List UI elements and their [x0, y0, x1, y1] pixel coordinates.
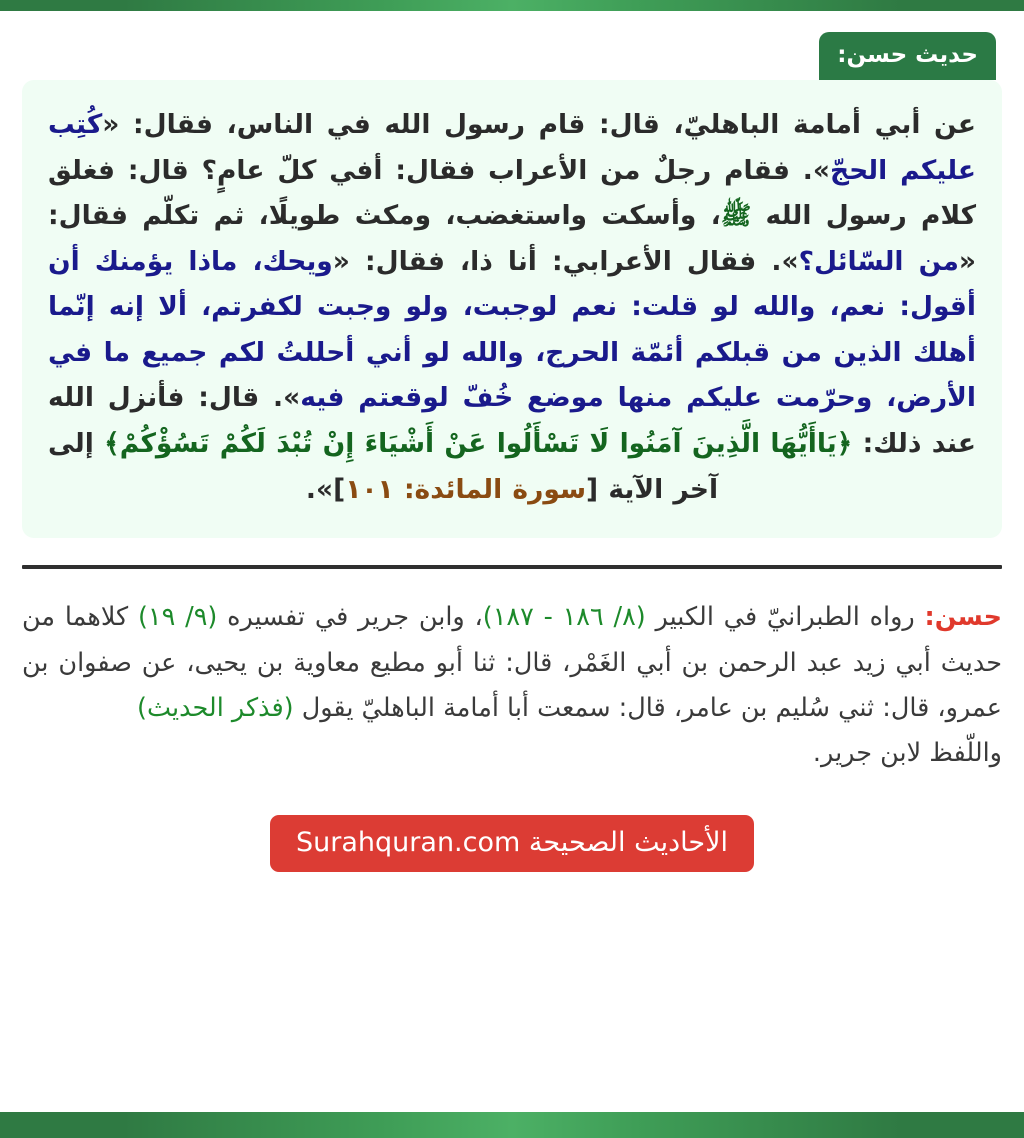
hadith-narration-text: عن أبي أمامة الباهليّ، قال: قام رسول الله في الناس، فقال: «كُتِب عليكم الحجّ». فقام رجلٌ من الأعراب فقال: أفي كلّ عامٍ؟ قال: فغلق كلام رسول الله ﷺ، وأسكت واستغضب، ومكث طويلًا، ثم تكلّم فقال: «من السّائل؟». فقال الأعرابي: أنا ذا، فقال: «ويحك، ماذا يؤمنك أن أقول: نعم، والله لو قلت: نعم لوجبت، ولو وجبت لكفرتم، ألا إنه إنّما أهلك الذين من قبلكم أئمّة الحرج، والله لو أني أحللتُ لكم جميع ما في الأرض، وحرّمت عليكم منها موضع خُفّ لوقعتم فيه». قال: فأنزل الله عند ذلك: ﴿يَاأَيُّهَا الَّذِينَ آمَنُوا لَا تَسْأَلُوا عَنْ أَشْيَاءَ إِنْ تُبْدَ لَكُمْ تَسُؤْكُمْ﴾ إلى آخر الآية [سورة المائدة: ١٠١]».: [48, 109, 977, 505]
hadith-run-salla-3: ﷺ: [720, 201, 752, 231]
hadith-run-blue-7: ويحك، ماذا يؤمنك أن أقول: نعم، والله لو قلت: نعم لوجبت، ولو وجبت لكفرتم، ألا إنه إنّما أهلك الذين من قبلكم أئمّة الحرج، والله لو أني أحللتُ لكم جميع ما في الأرض، وحرّمت عليكم منها موضع خُفّ لوقعتم فيه: [48, 245, 976, 414]
hadith-run-surah-11: سورة المائدة: ١٠١: [345, 473, 587, 505]
site-banner[interactable]: الأحاديث الصحيحة Surahquran.com: [270, 815, 754, 872]
takhreej-run-ref-4: (٩/ ١٩): [137, 602, 218, 633]
site-banner-row: [22, 815, 1002, 872]
bottom-decorative-bar: [0, 1112, 1024, 1138]
hadith-run-ayah-9: ﴿يَاأَيُّهَا الَّذِينَ آمَنُوا لَا تَسْأَلُوا عَنْ أَشْيَاءَ إِنْ تُبْدَ لَكُمْ تَسُؤْكُمْ﴾: [104, 428, 853, 460]
top-decorative-bar: [0, 0, 1024, 11]
hadith-run-blue-5: من السّائل؟: [798, 245, 959, 277]
takhreej-run-ref-2: (٨/ ١٨٦ - ١٨٧): [482, 602, 646, 633]
hadith-source-attribution: حسن: رواه الطبرانيّ في الكبير (٨/ ١٨٦ - ١٨٧)، وابن جرير في تفسيره (٩/ ١٩) كلاهما من حديث أبي زيد عبد الرحمن بن أبي الغَمْر، قال: ثنا أبو مطيع معاوية بن يحيى، عن صفوان بن عمرو، قال: ثني سُليم بن عامر، قال: سمعت أبا أمامة الباهليّ يقول (فذكر الحديث) واللّفظ لابن جرير.: [22, 595, 1002, 777]
page-content: [0, 11, 1024, 1112]
hadith-grade-badge: حديث حسن:: [819, 32, 996, 80]
takhreej-run-note-6: (فذكر الحديث): [137, 692, 294, 723]
hadith-run-blue-1: كُتِب عليكم الحجّ: [48, 109, 977, 186]
takhreej-last-line: واللّفظ لابن جرير.: [812, 738, 1002, 769]
hadith-text-box: [22, 80, 1002, 538]
takhreej-run-grade-0: حسن:: [924, 602, 1003, 633]
grade-badge-row: [22, 11, 1002, 80]
section-divider: [22, 565, 1002, 569]
